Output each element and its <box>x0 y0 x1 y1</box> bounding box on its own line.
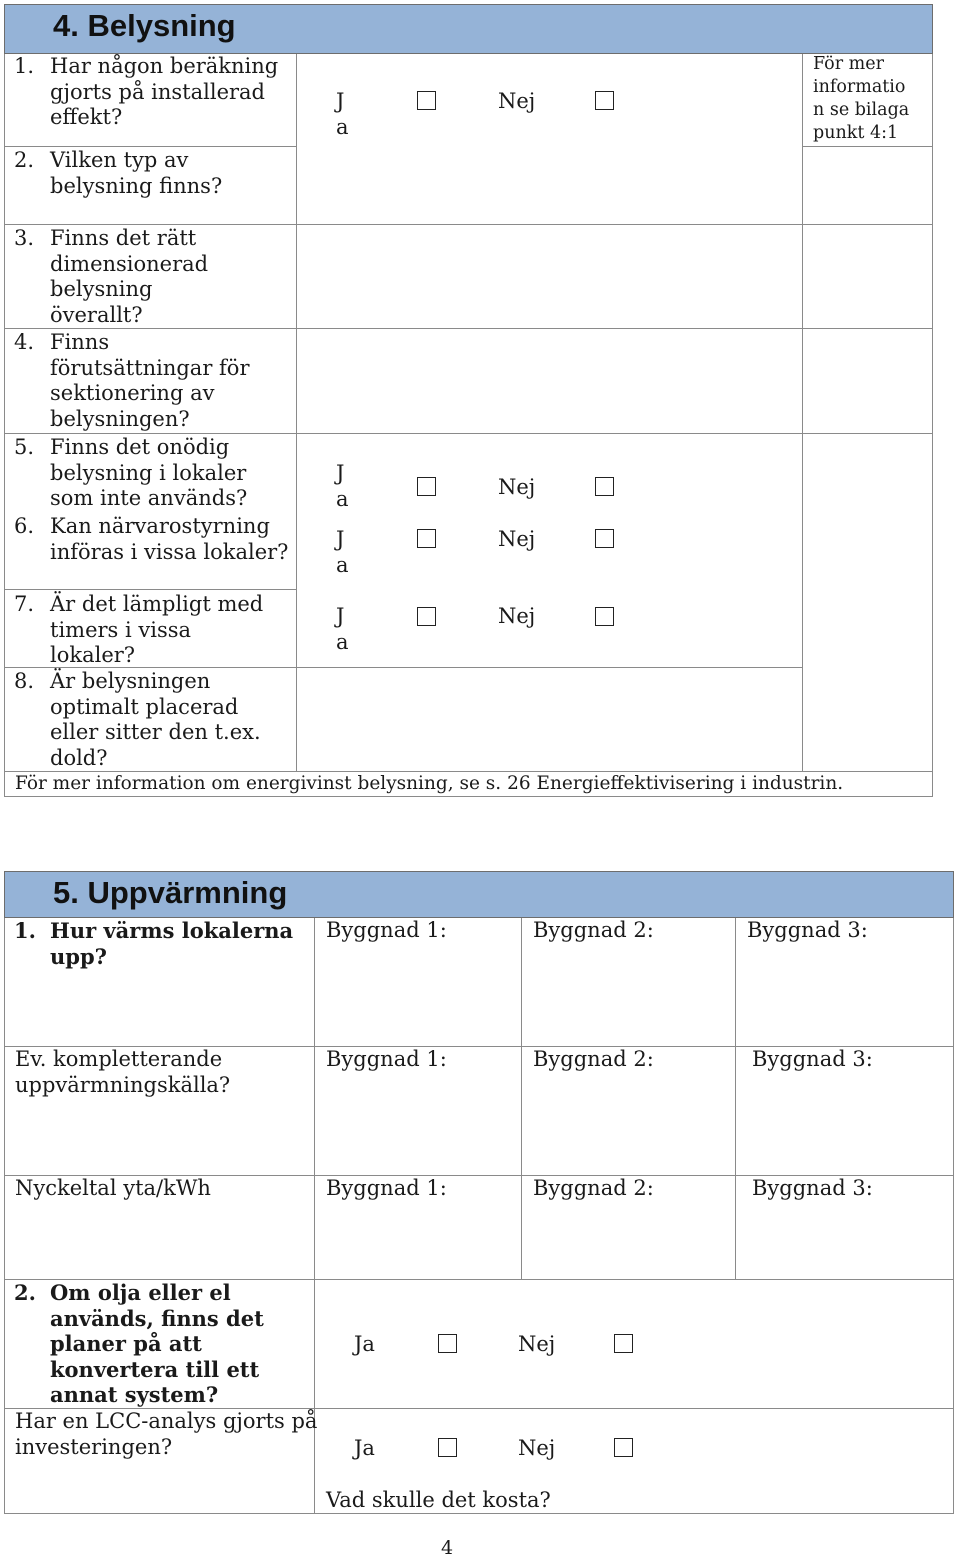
ja-checkbox[interactable] <box>417 529 436 548</box>
ja-label: Ja <box>354 1332 375 1356</box>
ja-checkbox[interactable] <box>438 1334 457 1353</box>
section-4-header <box>4 4 933 54</box>
nej-label: Nej <box>518 1332 556 1356</box>
building-3-label: Byggnad 3: <box>747 918 868 942</box>
nej-label: Nej <box>498 89 536 113</box>
section-5-title: 5. Uppvärmning <box>53 875 288 910</box>
building-1-label: Byggnad 1: <box>326 1176 447 1200</box>
building-1-label: Byggnad 1: <box>326 918 447 942</box>
section-5-header <box>4 871 954 918</box>
nej-checkbox[interactable] <box>595 529 614 548</box>
nej-label: Nej <box>498 475 536 499</box>
ja-label: Ja <box>354 1436 375 1460</box>
building-2-label: Byggnad 2: <box>533 918 654 942</box>
ja-checkbox[interactable] <box>417 607 436 626</box>
page-number: 4 <box>441 1537 454 1559</box>
nej-label: Nej <box>498 527 536 551</box>
section-4-footer-note: För mer information om energivinst belysning, se s. 26 Energieffektivisering i industrin. <box>15 773 844 794</box>
key-figure-label: Nyckeltal yta/kWh <box>15 1176 211 1200</box>
cost-question: Vad skulle det kosta? <box>326 1488 551 1512</box>
nej-checkbox[interactable] <box>595 91 614 110</box>
nej-checkbox[interactable] <box>595 477 614 496</box>
section-4-title: 4. Belysning <box>53 8 236 43</box>
building-2-label: Byggnad 2: <box>533 1047 654 1071</box>
ja-checkbox[interactable] <box>438 1438 457 1457</box>
nej-label: Nej <box>498 604 536 628</box>
ja-checkbox[interactable] <box>417 91 436 110</box>
building-2-label: Byggnad 2: <box>533 1176 654 1200</box>
document-page: 4. Belysning 1. Har någon beräkning gjorts på installerad effekt? 2. Vilken typ av belysning finns? 3. Finns det rätt dimensionerad belysning överallt? 4. Finns förutsättningar för sektionering av belysningen? 5. Finns det onödig belysning i lokaler som inte används? 6. Kan närvarostyrning införas i vissa lokaler? 7. Är det lämpligt med timers i vissa lokaler? 8. Är belysningen optimalt placerad eller sitter den t.ex. dold? J a Nej J a Nej J a Nej J a Nej För mer informatio n se bilaga punkt 4:1 För mer information om energivinst belysning, se s. 26 Energieffektivisering i industrin. 5. Uppvärmning 1. Hur värms lokalerna upp? Byggnad 1: Byggnad 2: Byggnad 3: Ev. kompletterande uppvärmningskälla? Byggnad 1: Byggnad 2: Byggnad 3: Nyckeltal yta/kWh Byggnad 1: Byggnad 2: Byggnad 3: 2. Om olja eller el används, finns det planer på att konvertera till ett annat system? Ja Nej Har en LCC-analys gjorts på investeringen? Ja Nej Vad skulle det kosta? 4 <box>0 0 960 1559</box>
nej-checkbox[interactable] <box>614 1334 633 1353</box>
nej-label: Nej <box>518 1436 556 1460</box>
building-1-label: Byggnad 1: <box>326 1047 447 1071</box>
ja-checkbox[interactable] <box>417 477 436 496</box>
nej-checkbox[interactable] <box>595 607 614 626</box>
building-3-label: Byggnad 3: <box>752 1047 873 1071</box>
building-3-label: Byggnad 3: <box>752 1176 873 1200</box>
nej-checkbox[interactable] <box>614 1438 633 1457</box>
